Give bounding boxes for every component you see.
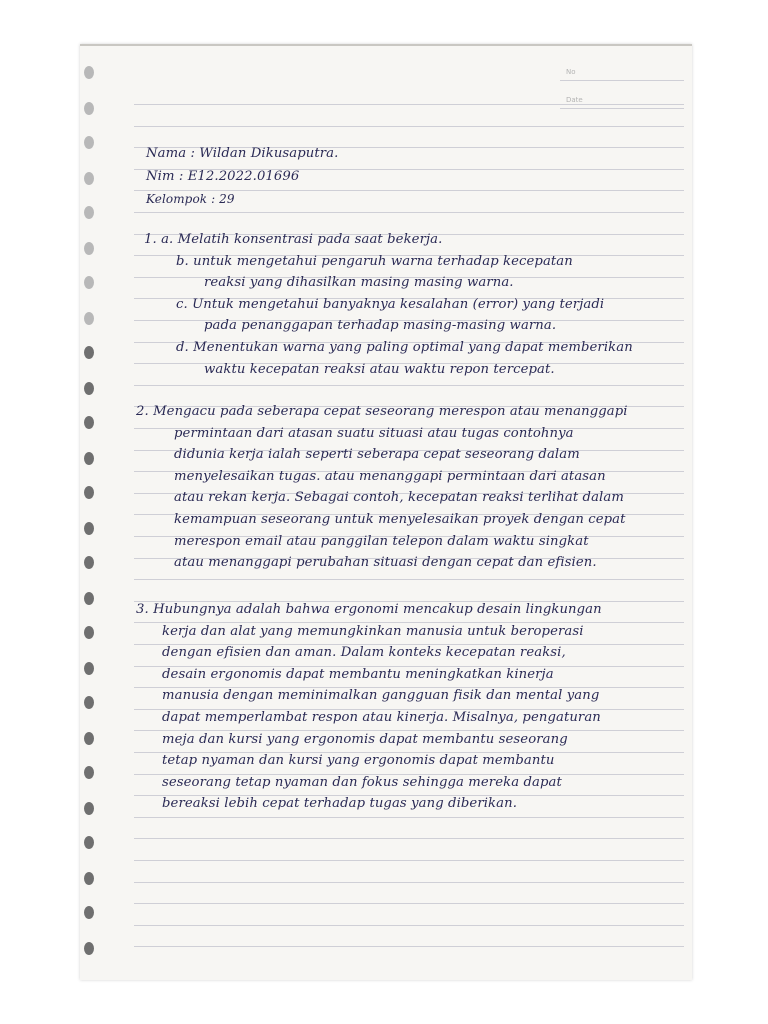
notebook-page: [80, 44, 692, 980]
ruled-line: [134, 385, 684, 386]
answer-3-line: 3. Hubungnya adalah bahwa ergonomi mencakup desain lingkungan: [136, 602, 602, 617]
answer-3-line: meja dan kursi yang ergonomis dapat membantu seseorang: [162, 732, 568, 747]
name-line: Nama : Wildan Dikusaputra.: [146, 146, 339, 161]
binder-hole: [84, 556, 94, 569]
ruled-line: [134, 838, 684, 839]
binder-hole: [84, 206, 94, 219]
answer-1-line: 1. a. Melatih konsentrasi pada saat bekerja.: [144, 232, 443, 247]
page-top-edge: [80, 44, 692, 46]
binder-hole: [84, 626, 94, 639]
answer-3-line: tetap nyaman dan kursi yang ergonomis dapat membantu: [162, 753, 555, 768]
binder-hole: [84, 662, 94, 675]
ruled-line: [134, 903, 684, 904]
binder-hole: [84, 382, 94, 395]
ruled-line: [134, 860, 684, 861]
answer-2-line: kemampuan seseorang untuk menyelesaikan proyek dengan cepat: [174, 512, 626, 527]
date-rule: [560, 108, 684, 109]
answer-1-line: pada penanggapan terhadap masing-masing warna.: [204, 318, 557, 333]
answer-1-line: c. Untuk mengetahui banyaknya kesalahan (error) yang terjadi: [176, 297, 605, 312]
answer-2-line: merespon email atau panggilan telepon dalam waktu singkat: [174, 534, 589, 549]
binder-hole: [84, 416, 94, 429]
answer-3-line: dapat memperlambat respon atau kinerja. Misalnya, pengaturan: [162, 710, 601, 725]
answer-2-line: atau menanggapi perubahan situasi dengan cepat dan efisien.: [174, 555, 597, 570]
binder-hole: [84, 732, 94, 745]
ruled-line: [134, 925, 684, 926]
binder-hole: [84, 766, 94, 779]
ruled-line: [134, 104, 684, 105]
binder-hole: [84, 242, 94, 255]
binder-hole: [84, 452, 94, 465]
no-label: No: [566, 68, 576, 76]
answer-3-line: manusia dengan meminimalkan gangguan fisik dan mental yang: [162, 688, 600, 703]
answer-2-line: didunia kerja ialah seperti seberapa cepat seseorang dalam: [174, 447, 580, 462]
kelompok-line: Kelompok : 29: [146, 192, 235, 206]
binder-hole: [84, 276, 94, 289]
answer-1-line: d. Menentukan warna yang paling optimal yang dapat memberikan: [176, 340, 633, 355]
binder-hole: [84, 102, 94, 115]
ruled-line: [134, 882, 684, 883]
answer-3-line: dengan efisien dan aman. Dalam konteks kecepatan reaksi,: [162, 645, 566, 660]
nim-line: Nim : E12.2022.01696: [146, 169, 300, 184]
no-rule: [560, 80, 684, 81]
binder-hole: [84, 802, 94, 815]
ruled-line: [134, 190, 684, 191]
answer-1-line: b. untuk mengetahui pengaruh warna terhadap kecepatan: [176, 254, 573, 269]
binder-hole: [84, 522, 94, 535]
answer-2-line: atau rekan kerja. Sebagai contoh, kecepatan reaksi terlihat dalam: [174, 490, 624, 505]
answer-2-line: menyelesaikan tugas. atau menanggapi permintaan dari atasan: [174, 469, 606, 484]
binder-hole: [84, 696, 94, 709]
date-label: Date: [566, 96, 583, 104]
answer-2-line: 2. Mengacu pada seberapa cepat seseorang merespon atau menanggapi: [136, 404, 628, 419]
answer-3-line: bereaksi lebih cepat terhadap tugas yang diberikan.: [162, 796, 517, 811]
answer-1-line: waktu kecepatan reaksi atau waktu repon tercepat.: [204, 362, 555, 377]
ruled-line: [134, 817, 684, 818]
binder-hole: [84, 906, 94, 919]
ruled-line: [134, 730, 684, 731]
binder-hole: [84, 66, 94, 79]
ruled-line: [134, 946, 684, 947]
binder-hole: [84, 942, 94, 955]
ruled-line: [134, 212, 684, 213]
binder-hole: [84, 592, 94, 605]
answer-2-line: permintaan dari atasan suatu situasi atau tugas contohnya: [174, 426, 574, 441]
answer-3-line: desain ergonomis dapat membantu meningkatkan kinerja: [162, 667, 554, 682]
binder-hole: [84, 872, 94, 885]
binder-hole: [84, 346, 94, 359]
binder-hole: [84, 172, 94, 185]
ruled-line: [134, 579, 684, 580]
ruled-line: [134, 622, 684, 623]
answer-3-line: seseorang tetap nyaman dan fokus sehingga mereka dapat: [162, 775, 562, 790]
binder-hole: [84, 312, 94, 325]
binder-hole: [84, 836, 94, 849]
answer-3-line: kerja dan alat yang memungkinkan manusia untuk beroperasi: [162, 624, 584, 639]
binder-hole: [84, 486, 94, 499]
ruled-line: [134, 126, 684, 127]
answer-1-line: reaksi yang dihasilkan masing masing warna.: [204, 275, 514, 290]
binder-hole: [84, 136, 94, 149]
